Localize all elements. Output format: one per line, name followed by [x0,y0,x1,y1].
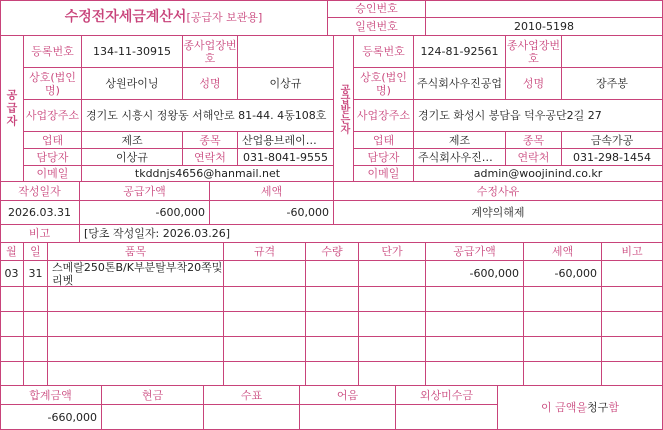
supplier-sub-biz [238,36,334,68]
buyer-item-label: 종목 [506,132,562,149]
item-month: 03 [0,261,24,287]
supplier-item-label: 종목 [183,132,238,149]
total-value: -660,000 [0,405,102,430]
credit-label: 외상미수금 [396,386,498,405]
buyer-sub-biz [562,36,663,68]
claim-pre: 이 금액을 [541,401,588,414]
item-qty [306,261,359,287]
empty-cell [224,362,306,386]
reason-label: 수정사유 [334,182,663,201]
supplier-person-label: 담당자 [24,149,82,166]
buyer-type: 제조 [414,132,506,149]
supplier-reg-no-label: 등록번호 [24,36,82,68]
buyer-reg-no-label: 등록번호 [354,36,414,68]
buyer-contact-label: 연락처 [506,149,562,166]
supplier-section-label: 공급자 [0,36,24,182]
empty-cell [0,337,24,362]
col-supply: 공급가액 [426,243,524,261]
supplier-type: 제조 [82,132,183,149]
empty-cell [524,312,602,337]
check-label: 수표 [204,386,300,405]
empty-cell [224,312,306,337]
supplier-reg-no: 134-11-30915 [82,36,183,68]
empty-cell [359,337,426,362]
empty-cell [426,337,524,362]
empty-cell [224,337,306,362]
item-name: 스메랄250톤B/K부분탈부착20쪽및리벳 [48,261,224,287]
empty-cell [306,362,359,386]
buyer-item: 금속가공 [562,132,663,149]
supplier-rep-label: 성명 [183,68,238,100]
empty-cell [24,312,48,337]
buyer-type-label: 업태 [354,132,414,149]
supplier-name: 상원라이닝 [82,68,183,100]
col-name: 품목 [48,243,224,261]
empty-cell [602,312,663,337]
empty-cell [359,362,426,386]
buyer-name-label: 상호(법인명) [354,68,414,100]
empty-cell [359,287,426,312]
tax-label: 세액 [210,182,334,201]
date-label: 작성일자 [0,182,80,201]
empty-cell [602,337,663,362]
empty-cell [24,337,48,362]
claim-mid: 청구 [587,401,609,414]
supplier-rep: 이상규 [238,68,334,100]
date-value: 2026.03.31 [0,201,80,225]
title-sub: [공급자 보관용] [186,11,263,24]
empty-cell [24,287,48,312]
serial-label: 일련번호 [328,18,426,36]
buyer-contact: 031-298-1454 [562,149,663,166]
empty-cell [306,312,359,337]
col-price: 단가 [359,243,426,261]
empty-cell [524,337,602,362]
empty-cell [48,337,224,362]
supply-label: 공급가액 [80,182,210,201]
empty-cell [0,312,24,337]
empty-cell [306,287,359,312]
item-spec [224,261,306,287]
empty-cell [0,287,24,312]
buyer-addr: 경기도 화성시 봉담읍 덕우공단2길 27 [414,100,663,132]
buyer-name: 주식회사우진공업 [414,68,506,100]
empty-cell [602,287,663,312]
bill-value [300,405,396,430]
cash-label: 현금 [102,386,204,405]
empty-cell [306,337,359,362]
buyer-email-label: 이메일 [354,166,414,182]
col-qty: 수량 [306,243,359,261]
buyer-addr-label: 사업장주소 [354,100,414,132]
buyer-person: 주식회사우진… [414,149,506,166]
buyer-rep: 장주봉 [562,68,663,100]
col-spec: 규격 [224,243,306,261]
serial-value: 2010-5198 [426,18,663,36]
empty-cell [24,362,48,386]
invoice-title [0,0,328,36]
buyer-sub-biz-label: 종사업장번호 [506,36,562,68]
approval-value [426,0,663,18]
bill-label: 어음 [300,386,396,405]
supplier-name-label: 상호(법인명) [24,68,82,100]
claim-post: 함 [608,401,619,414]
note-label: 비고 [0,225,80,243]
supplier-addr: 경기도 시흥시 정왕동 서해안로 81-44. 4동108호 [82,100,334,132]
supplier-item: 산업용브레이… [238,132,334,149]
col-day: 일 [24,243,48,261]
total-label: 합계금액 [0,386,102,405]
title-text: 수정전자세금계산서 [64,9,187,25]
buyer-person-label: 담당자 [354,149,414,166]
buyer-reg-no: 124-81-92561 [414,36,506,68]
approval-label: 승인번호 [328,0,426,18]
reason-value: 계약의해제 [334,201,663,225]
note-value: [당초 작성일자: 2026.03.26] [80,225,663,243]
item-day: 31 [24,261,48,287]
check-value [204,405,300,430]
supplier-addr-label: 사업장주소 [24,100,82,132]
empty-cell [0,362,24,386]
buyer-section-label: 공급받는자 [334,36,354,182]
empty-cell [224,287,306,312]
col-tax: 세액 [524,243,602,261]
buyer-rep-label: 성명 [506,68,562,100]
supplier-person: 이상규 [82,149,183,166]
supplier-email: tkddnjs4656@hanmail.net [82,166,334,182]
empty-cell [524,287,602,312]
supply-value: -600,000 [80,201,210,225]
item-price [359,261,426,287]
supplier-email-label: 이메일 [24,166,82,182]
empty-cell [426,312,524,337]
empty-cell [48,362,224,386]
item-tax: -60,000 [524,261,602,287]
col-note: 비고 [602,243,663,261]
credit-value [396,405,498,430]
supplier-contact-label: 연락처 [183,149,238,166]
empty-cell [426,287,524,312]
supplier-sub-biz-label: 종사업장번호 [183,36,238,68]
supplier-contact: 031-8041-9555 [238,149,334,166]
cash-value [102,405,204,430]
empty-cell [524,362,602,386]
claim-statement [498,386,663,430]
tax-value: -60,000 [210,201,334,225]
empty-cell [48,312,224,337]
supplier-type-label: 업태 [24,132,82,149]
col-month: 월 [0,243,24,261]
empty-cell [426,362,524,386]
empty-cell [602,362,663,386]
empty-cell [359,312,426,337]
item-note [602,261,663,287]
buyer-email: admin@woojinind.co.kr [414,166,663,182]
item-supply: -600,000 [426,261,524,287]
empty-cell [48,287,224,312]
